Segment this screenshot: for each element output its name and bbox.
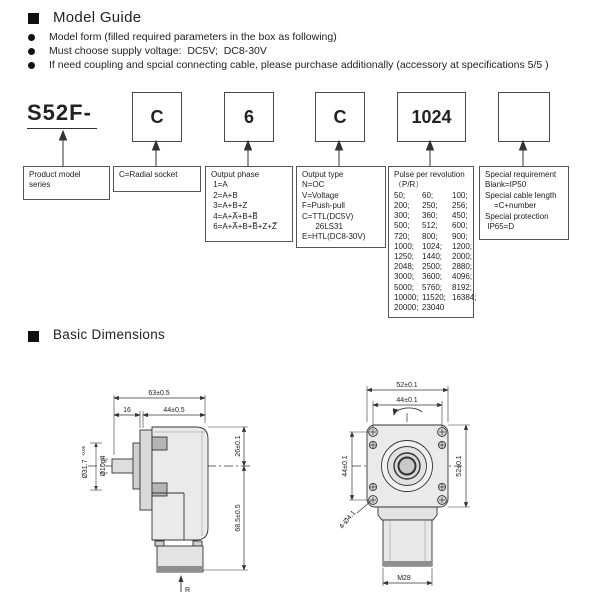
pulse-value: 800; xyxy=(422,231,438,241)
pulse-value: 23040 xyxy=(422,303,445,313)
text-line: Product model xyxy=(29,170,81,179)
bullet-row xyxy=(28,59,549,71)
dim-height-right: 52±0.1 xyxy=(456,455,463,477)
pulse-value: 2500; xyxy=(422,262,443,272)
desc-pulse-per-revolution xyxy=(388,166,477,318)
pulse-value: 720; xyxy=(394,231,410,241)
text-line: Output type xyxy=(302,170,344,179)
text-line: Special protection xyxy=(485,211,549,221)
pulse-value: 3000; xyxy=(394,272,415,282)
text-line: Pulse per revolution xyxy=(394,170,465,179)
side-view-drawing xyxy=(88,395,252,592)
pulse-value: 512; xyxy=(422,221,438,231)
dim-total-length: 63±0.5 xyxy=(148,390,170,397)
desc-output-phase xyxy=(205,166,293,242)
pulse-value: 5760; xyxy=(422,282,443,292)
pulse-value: 1440; xyxy=(422,252,443,262)
bullet-icon xyxy=(28,62,35,69)
dim-spigot-tolerance: -0.05 xyxy=(81,445,86,457)
pulse-value: 4096; xyxy=(452,272,473,282)
section-marker-icon xyxy=(28,331,39,342)
pulse-table-row xyxy=(394,191,470,201)
code-box-phase: 6 xyxy=(224,92,274,142)
text-line: 26LS31 xyxy=(302,222,343,232)
pulse-value: 20000; xyxy=(394,303,419,313)
pulse-value: 10000; xyxy=(394,292,419,302)
pulse-value: 250; xyxy=(422,201,438,211)
text-line: Blank=IP50 xyxy=(485,180,527,190)
dimension-drawings xyxy=(0,355,600,600)
bullet-text: If need coupling and spcial connecting cable, please purchase additionally (accessory at specifications 5/5 ) xyxy=(49,59,549,71)
text-line: Special cable length xyxy=(485,190,557,200)
pulse-table-row xyxy=(394,232,470,242)
pulse-value: 2000; xyxy=(452,252,473,262)
pulse-value: 450; xyxy=(452,211,468,221)
pulse-table-row xyxy=(394,241,473,252)
text-line: series xyxy=(29,180,51,190)
pulse-value: 600; xyxy=(452,221,468,231)
dim-shaft-length: 16 xyxy=(123,407,131,414)
pulse-table-row xyxy=(394,262,473,272)
dim-total-height: 68.5±0.5 xyxy=(235,504,242,532)
text-line: （P/R） xyxy=(394,180,424,190)
text-line: V=Voltage xyxy=(302,190,339,200)
bullet-icon xyxy=(28,48,35,55)
dim-shaft-diameter: Ø10g4 xyxy=(100,455,107,477)
dim-width-outer: 52±0.1 xyxy=(396,382,418,389)
dim-center-to-top: 26±0.1 xyxy=(235,435,242,457)
pulse-value: 1250; xyxy=(394,252,415,262)
code-box-resolution: 1024 xyxy=(397,92,466,142)
rotation-ref-label: R xyxy=(185,587,191,594)
connector-arrows xyxy=(0,125,600,167)
text-line: 3=A+B+Z xyxy=(211,201,248,211)
pulse-value: 8192; xyxy=(452,282,473,292)
bullet-row xyxy=(28,45,267,57)
text-line: 2=A+B xyxy=(211,190,238,200)
dim-spigot-diameter: Ø31.7 xyxy=(82,459,89,479)
bullet-text: Must choose supply voltage: DC5V; DC8-30V xyxy=(49,45,267,57)
text-line: F=Push-pull xyxy=(302,201,345,211)
pulse-value: 60; xyxy=(422,190,434,200)
model-guide-title: Model Guide xyxy=(53,9,142,26)
desc-socket xyxy=(113,166,201,192)
bullet-row xyxy=(28,31,337,43)
pulse-value: 500; xyxy=(394,221,410,231)
dim-height-left: 44±0.1 xyxy=(342,455,349,477)
pulse-value: 3600; xyxy=(422,272,443,282)
bullet-icon xyxy=(28,34,35,41)
bullet-text: Model form (filled required parameters in the box as following) xyxy=(49,31,337,43)
desc-special-requirement xyxy=(479,166,569,240)
pulse-value: 100; xyxy=(452,190,468,200)
pulse-table-row xyxy=(394,272,473,282)
front-view-drawing xyxy=(349,386,470,586)
pulse-value: 2048; xyxy=(394,262,415,272)
pulse-value: 300; xyxy=(394,211,410,221)
pulse-value: 5000; xyxy=(394,282,415,292)
pulse-title-lines xyxy=(394,170,470,191)
basic-dimensions-title: Basic Dimensions xyxy=(53,327,166,342)
pulse-value: 360; xyxy=(422,211,438,221)
text-line: =C+number xyxy=(485,201,537,211)
pulse-value: 256; xyxy=(452,201,468,211)
text-line: C=TTL(DC5V) xyxy=(302,211,354,221)
pulse-value: 200; xyxy=(394,201,410,211)
pulse-value: 2880; xyxy=(452,262,473,272)
text-line: 1=A xyxy=(211,180,228,190)
pulse-table-row xyxy=(394,201,470,211)
text-line: 6=A+A̅+B+B̅+Z+Z̅ xyxy=(211,222,277,232)
pulse-table-row xyxy=(394,252,473,262)
text-line: N=OC xyxy=(302,180,325,190)
pulse-table-row xyxy=(394,221,470,231)
pulse-value: 1000; xyxy=(394,241,415,251)
text-line: Special requirement xyxy=(485,170,557,179)
pulse-value: 900; xyxy=(452,231,468,241)
dim-thread: M28 xyxy=(397,575,411,582)
text-line: E=HTL(DC8-30V) xyxy=(302,232,366,242)
pulse-value: 1200; xyxy=(452,241,473,251)
text-line: IP65=D xyxy=(485,222,515,232)
pulse-table-row xyxy=(394,211,470,221)
code-box-output-type: C xyxy=(315,92,365,142)
text-line: 4=A+A̅+B+B̅ xyxy=(211,211,258,221)
pulse-table xyxy=(394,190,477,313)
dim-body-length: 44±0.5 xyxy=(163,407,185,414)
pulse-table-row xyxy=(394,282,473,293)
pulse-table-row xyxy=(394,292,477,303)
pulse-table-row xyxy=(394,303,470,313)
text-line: Output phase xyxy=(211,170,260,179)
model-prefix: S52F- xyxy=(27,100,92,125)
pulse-value xyxy=(452,303,470,313)
text-line: C=Radial socket xyxy=(119,170,178,179)
dim-mounting-holes: 4-Ø4.1 xyxy=(338,509,358,531)
desc-output-type xyxy=(296,166,386,248)
section-marker-icon xyxy=(28,13,39,24)
dim-width-inner: 44±0.1 xyxy=(396,397,418,404)
pulse-value: 16384; xyxy=(452,292,477,302)
code-box-socket: C xyxy=(132,92,182,142)
pulse-value: 11520; xyxy=(422,292,446,302)
pulse-value: 50; xyxy=(394,190,406,200)
pulse-value: 1024; xyxy=(422,241,443,251)
desc-product-series xyxy=(23,166,110,200)
